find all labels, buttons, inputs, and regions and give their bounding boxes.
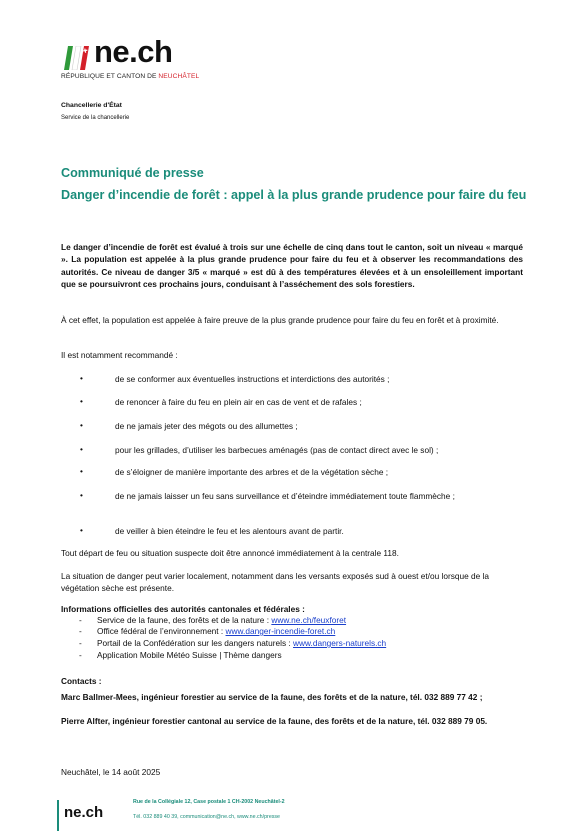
bullet-icon: • <box>80 420 83 430</box>
contacts-heading: Contacts : <box>61 676 102 686</box>
feuxforet-link[interactable]: www.ne.ch/feuxforet <box>271 615 347 625</box>
info-list-item: - Office fédéral de l’environnement : www.danger-incendie-foret.ch <box>79 626 336 636</box>
document-title: Danger d’incendie de forêt : appel à la plus grande prudence pour faire du feu <box>61 188 527 202</box>
list-item: de renoncer à faire du feu en plein air en cas de vent et de rafales ; <box>115 397 362 407</box>
bullet-icon: • <box>80 373 83 383</box>
bullet-icon: • <box>80 396 83 406</box>
bullet-icon: • <box>80 466 83 476</box>
info-heading: Informations officielles des autorités cantonales et fédérales : <box>61 604 305 614</box>
lead-paragraph: Le danger d’incendie de forêt est évalué à trois sur une échelle de cinq dans tout le canton, soit un niveau « marqué ». La population est appelée à la plus grande prudence pour faire du feu et à observer les recommandations des autorités. Ce niveau de danger 3/5 « marqué » est dû à des températures élevées et à un ensoleillement important que se poursuivront ces prochains jours, conduisant à l’asséchement des sols forestiers. <box>61 242 523 289</box>
info-list-item: - Application Mobile Météo Suisse | Thème dangers <box>79 650 282 660</box>
paragraph: Il est notamment recommandé : <box>61 350 178 360</box>
contact-entry: Marc Ballmer-Mees, ingénieur forestier au service de la faune, des forêts et de la nature, tél. 032 889 77 42 ; <box>61 692 483 702</box>
paragraph: La situation de danger peut varier localement, notamment dans les versants exposés sud à ouest et/ou lorsque de la végétation sèche est présente. <box>61 571 490 594</box>
info-list-item: - Portail de la Confédération sur les dangers naturels : www.dangers-naturels.ch <box>79 638 387 648</box>
danger-incendie-link[interactable]: www.danger-incendie-foret.ch <box>225 626 336 636</box>
dangers-naturels-link[interactable]: www.dangers-naturels.ch <box>293 638 387 648</box>
info-list-item: - Service de la faune, des forêts et de la nature : www.ne.ch/feuxforet <box>79 615 347 625</box>
department-name: Chancellerie d'État <box>61 102 122 109</box>
footer-contact: Tél. 032 889 40 39, communication@ne.ch, www.ne.ch/presse <box>133 814 281 820</box>
list-item: de veiller à bien éteindre le feu et les alentours avant de partir. <box>115 526 344 536</box>
bullet-icon: • <box>80 525 83 535</box>
document-date: Neuchâtel, le 14 août 2025 <box>61 767 161 777</box>
logo-subtitle: RÉPUBLIQUE ET CANTON DE NEUCHÂTEL <box>61 73 200 80</box>
footer-divider <box>57 800 59 831</box>
service-name: Service de la chancellerie <box>61 115 130 121</box>
canton-flag-logo-icon <box>62 46 92 70</box>
list-item: de se conformer aux éventuelles instructions et interdictions des autorités ; <box>115 374 390 384</box>
footer-address: Rue de la Collégiale 12, Case postale 1 CH-2002 Neuchâtel-2 <box>133 799 285 805</box>
list-item: de ne jamais laisser un feu sans surveillance et d’éteindre immédiatement toute flammèche ; <box>115 491 455 501</box>
list-item: de ne jamais jeter des mégots ou des allumettes ; <box>115 421 298 431</box>
paragraph: À cet effet, la population est appelée à faire preuve de la plus grande prudence pour faire du feu en forêt et à proximité. <box>61 315 499 325</box>
contact-entry: Pierre Alfter, ingénieur forestier cantonal au service de la faune, des forêts et de la nature, tél. 032 889 79 05. <box>61 716 488 726</box>
list-item: pour les grillades, d’utiliser les barbecues aménagés (pas de contact direct avec le sol) ; <box>115 445 439 455</box>
press-release-heading: Communiqué de presse <box>61 166 204 180</box>
paragraph: Tout départ de feu ou situation suspecte doit être annoncé immédiatement à la centrale 118. <box>61 548 399 558</box>
footer-logo: ne.ch <box>64 804 104 821</box>
list-item: de s’éloigner de manière importante des arbres et de la végétation sèche ; <box>115 467 389 477</box>
bullet-icon: • <box>80 444 83 454</box>
bullet-icon: • <box>80 490 83 500</box>
logo-wordmark: ne.ch <box>94 34 173 69</box>
